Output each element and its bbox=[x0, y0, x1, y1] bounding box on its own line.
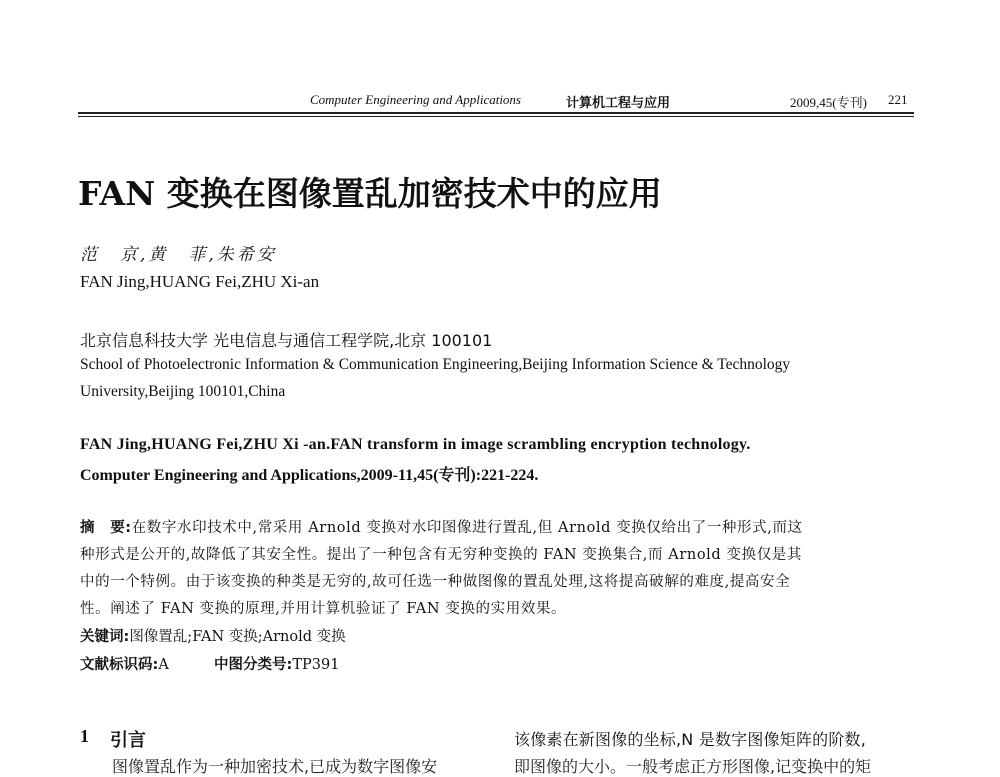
class-code-label: 中图分类号: bbox=[214, 657, 293, 673]
abstract-line: 性。阐述了 FAN 变换的原理,并用计算机验证了 FAN 变换的实用效果。 bbox=[80, 601, 567, 617]
body-text-line: 即图像的大小。一般考虑正方形图像,记变换中的矩 bbox=[514, 757, 872, 776]
journal-name-en: Computer Engineering and Applications bbox=[310, 92, 521, 107]
authors-en: FAN Jing,HUANG Fei,ZHU Xi-an bbox=[80, 272, 320, 291]
citation-line: Computer Engineering and Applications,2009-11,45(专刊):221-224. bbox=[80, 467, 539, 484]
class-code-value: TP391 bbox=[292, 657, 340, 673]
affiliation-en-line: School of Photoelectronic Information & Communication Engineering,Beijing Information Science & Technology bbox=[80, 356, 791, 373]
header-rule-thin bbox=[78, 116, 914, 117]
doc-code-label: 文献标识码: bbox=[80, 657, 159, 673]
affiliation-en-line: University,Beijing 100101,China bbox=[80, 383, 286, 400]
document-identifiers bbox=[80, 653, 339, 674]
affiliation-cn: 北京信息科技大学 光电信息与通信工程学院,北京 100101 bbox=[80, 331, 493, 350]
issue-info: 2009,45(专刊) bbox=[790, 95, 867, 110]
abstract-line: 种形式是公开的,故降低了其安全性。提出了一种包含有无穷种变换的 FAN 变换集合,而 Arnold 变换仅是其 bbox=[80, 547, 803, 563]
header-rule-thick bbox=[78, 112, 914, 114]
authors-cn: 范 京,黄 菲,朱希安 bbox=[80, 245, 277, 265]
body-text-line: 该像素在新图像的坐标,N 是数字图像矩阵的阶数, bbox=[514, 730, 867, 749]
paper-title: FAN 变换在图像置乱加密技术中的应用 bbox=[78, 174, 662, 213]
page-number: 221 bbox=[888, 92, 908, 107]
abstract-line bbox=[80, 516, 803, 537]
citation-line: FAN Jing,HUANG Fei,ZHU Xi -an.FAN transform in image scrambling encryption technology. bbox=[80, 436, 751, 453]
journal-name-cn: 计算机工程与应用 bbox=[566, 96, 671, 111]
body-text-line: 图像置乱作为一种加密技术,已成为数字图像安 bbox=[112, 757, 438, 776]
keywords-label: 关键词: bbox=[80, 629, 130, 645]
doc-code-value: A bbox=[158, 657, 169, 673]
section-number: 1 bbox=[80, 726, 89, 746]
section-title: 引言 bbox=[110, 730, 146, 751]
abstract-label: 摘 要: bbox=[80, 520, 132, 536]
keywords-value: 图像置乱;FAN 变换;Arnold 变换 bbox=[129, 629, 346, 645]
abstract-line: 中的一个特例。由于该变换的种类是无穷的,故可任选一种做图像的置乱处理,这将提高破解的难度,提高安全 bbox=[80, 574, 791, 590]
abstract-text: 在数字水印技术中,常采用 Arnold 变换对水印图像进行置乱,但 Arnold 变换仅给出了一种形式,而这 bbox=[131, 520, 803, 536]
keywords bbox=[80, 625, 346, 646]
